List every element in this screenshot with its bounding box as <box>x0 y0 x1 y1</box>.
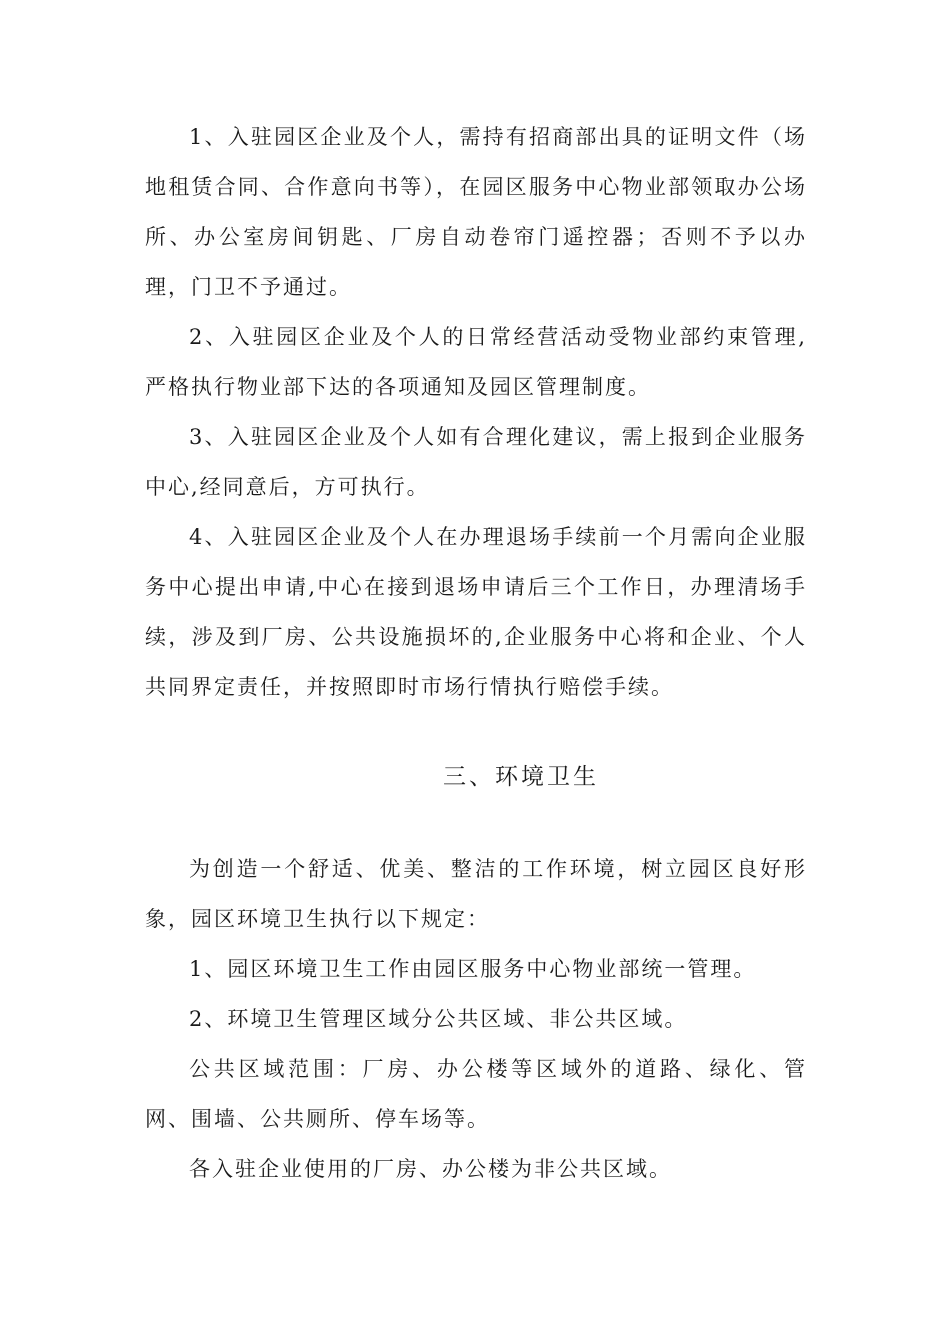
section-item-non-public-area: 各入驻企业使用的厂房、办公楼为非公共区域。 <box>189 1157 672 1181</box>
paragraph-item-1: 1、入驻园区企业及个人，需持有招商部出具的证明文件（场地租赁合同、合作意向书等），在园区服务中心物业部领取办公场所、办公室房间钥匙、厂房自动卷帘门遥控器；否则不予以办理，门卫不予通过。 <box>145 125 807 299</box>
section-item-public-area: 公共区域范围：厂房、办公楼等区域外的道路、绿化、管网、围墙、公共厕所、停车场等。 <box>145 1057 807 1131</box>
paragraph-item-4: 4、入驻园区企业及个人在办理退场手续前一个月需向企业服务中心提出申请,中心在接到退场申请后三个工作日，办理清场手续，涉及到厂房、公共设施损坏的,企业服务中心将和企业、个人共同界定责任，并按照即时市场行情执行赔偿手续。 <box>145 525 807 699</box>
section-intro: 为创造一个舒适、优美、整洁的工作环境，树立园区良好形象，园区环境卫生执行以下规定： <box>145 857 807 931</box>
section-item-2: 2、环境卫生管理区域分公共区域、非公共区域。 <box>189 1007 688 1031</box>
document-page <box>145 112 807 1194</box>
paragraph-item-2: 2、入驻园区企业及个人的日常经营活动受物业部约束管理,严格执行物业部下达的各项通知及园区管理制度。 <box>145 325 807 399</box>
paragraph-item-3: 3、入驻园区企业及个人如有合理化建议，需上报到企业服务中心,经同意后，方可执行。 <box>145 425 807 499</box>
section-item-1: 1、园区环境卫生工作由园区服务中心物业部统一管理。 <box>189 957 757 981</box>
section-heading: 三、环境卫生 <box>443 764 599 790</box>
